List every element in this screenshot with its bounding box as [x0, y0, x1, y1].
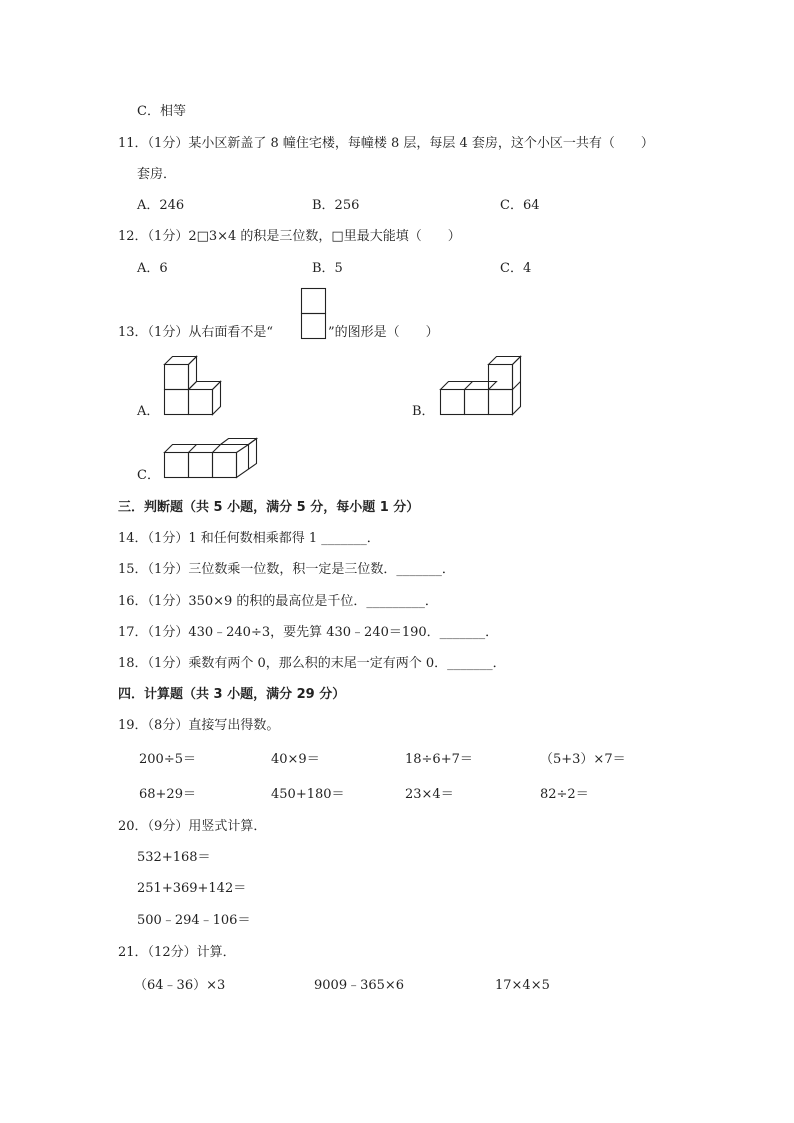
q13-option-c-figure [164, 438, 264, 483]
q10-option-c: C．相等 [137, 104, 186, 119]
q12-option-b: B．5 [312, 261, 343, 276]
q21-stem: 21．（12分）计算． [118, 945, 236, 960]
q14-text: 14．（1分）1 和任何数相乘都得 1 _______． [118, 531, 380, 546]
q19-item: 40×9＝ [271, 752, 320, 767]
q13-option-b-figure [440, 356, 525, 416]
q20-item: 251+369+142＝ [137, 881, 247, 896]
q19-item: 82÷2＝ [540, 787, 589, 802]
q20-item: 532+168＝ [137, 850, 211, 865]
q21-item: 17×4×5 [495, 978, 550, 993]
q12-option-a: A．6 [137, 261, 168, 276]
q21-item: 9009﹣365×6 [314, 978, 405, 993]
q13-option-a-figure [164, 356, 224, 416]
q17-text: 17．（1分）430﹣240÷3，要先算 430﹣240＝190．_______． [118, 625, 499, 640]
q13-stem-part1: 13．（1分）从右面看不是“ [118, 325, 273, 340]
q13-reference-figure [301, 288, 327, 340]
q19-item: 68+29＝ [139, 787, 196, 802]
q19-item: 18÷6+7＝ [405, 752, 473, 767]
q15-text: 15．（1分）三位数乘一位数，积一定是三位数．_______． [118, 562, 455, 577]
q11-stem-continued: 套房． [137, 167, 177, 182]
q13-option-b-label: B． [412, 404, 435, 419]
q20-stem: 20．（9分）用竖式计算． [118, 819, 267, 834]
q21-item: （64﹣36）×3 [134, 978, 226, 993]
q11-option-b: B．256 [312, 198, 360, 213]
q16-text: 16．（1分）350×9 的积的最高位是千位．_________． [118, 594, 438, 609]
q11-option-c: C．64 [500, 198, 540, 213]
q18-text: 18．（1分）乘数有两个 0，那么积的末尾一定有两个 0．_______． [118, 656, 506, 671]
q19-item: 200÷5＝ [139, 752, 196, 767]
q11-stem: 11．（1分）某小区新盖了 8 幢住宅楼，每幢楼 8 层，每层 4 套房，这个小区一共有（ ） [118, 136, 654, 151]
q12-stem: 12．（1分）2□3×4 的积是三位数，□里最大能填（ ） [118, 229, 461, 244]
q13-stem-part2: ”的图形是（ ） [328, 325, 439, 340]
q11-option-a: A．246 [137, 198, 185, 213]
section-3-title: 三．判断题（共 5 小题，满分 5 分，每小题 1 分） [118, 500, 420, 515]
q13-option-a-label: A． [137, 404, 160, 419]
section-4-title: 四．计算题（共 3 小题，满分 29 分） [118, 687, 346, 702]
q19-item: （5+3）×7＝ [540, 752, 626, 767]
q13-option-c-label: C． [137, 468, 160, 483]
q12-option-c: C．4 [500, 261, 532, 276]
q20-item: 500﹣294﹣106＝ [137, 913, 251, 928]
q19-item: 450+180＝ [271, 787, 345, 802]
q19-item: 23×4＝ [405, 787, 454, 802]
q19-stem: 19．（8分）直接写出得数。 [118, 718, 280, 733]
